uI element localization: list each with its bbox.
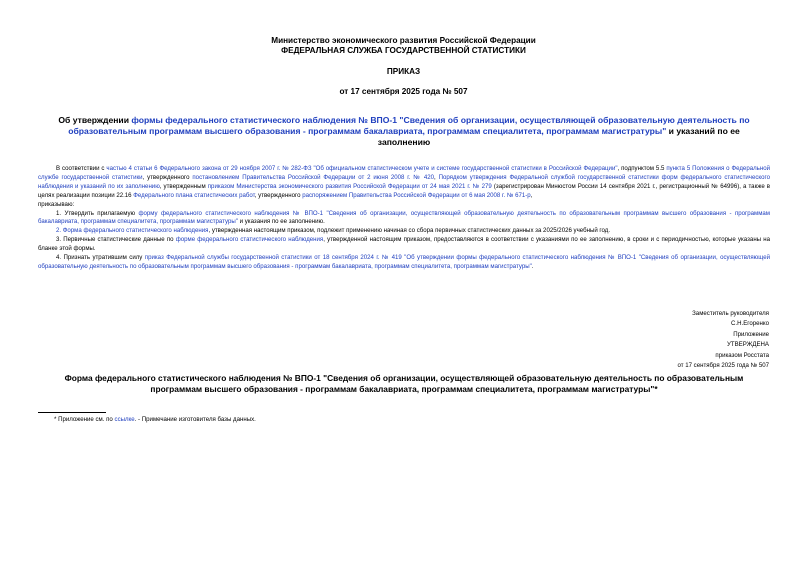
order-item-4 <box>38 254 770 272</box>
item-text: , утвержденной настоящим приказом, предоставляются в соответствии с указаниями по ее заполнению, в сроки и с периодичностью, которые указаны на бланке этой формы. <box>38 236 770 253</box>
preamble-text: В соответствии с <box>56 165 107 172</box>
preamble-text: , подпунктом 5.5 <box>617 165 667 172</box>
approval-procedure-link[interactable]: Порядком утверждения Федеральной службой государственной статистики форм федерального статистического наблюдения и указаний по их заполнению <box>38 173 771 190</box>
document-title <box>54 115 754 148</box>
signatory-name: С.Н.Егоренко <box>731 320 769 328</box>
item-text: , утвержденная настоящим приказом, подлежит применению начиная со сбора первичных статистических данных за 2025/2026 учебный год. <box>208 227 611 235</box>
title-suffix: и указаний по ее заполнению <box>377 126 740 147</box>
ministry-order-link[interactable]: приказом Министерства экономического развития Российской Федерации от 24 мая 2021 г. № 279 <box>207 182 492 190</box>
title-form-link[interactable]: формы федерального статистического наблюдения № ВПО-1 "Сведения об организации, осуществляющей образовательную деятельность по образовательным программам высшего образования - программам бакалавриата, программам специалитета, программам магистратуры" <box>68 115 750 136</box>
item-text: 1. Утвердить прилагаемую <box>56 209 139 217</box>
ministry-name: Министерство экономического развития Российской Федерации <box>271 36 536 45</box>
form-link[interactable]: форму федерального статистического наблюдения № ВПО-1 "Сведения об организации, осуществляющей образовательную деятельность по образовательным программам высшего образования - программам бакалавриата, программам специалитета, программам магистратуры" <box>38 209 770 226</box>
form-link[interactable]: форме федерального статистического наблюдения <box>175 236 324 244</box>
form-link[interactable]: 2. Форма федерального статистического наблюдения <box>56 227 209 235</box>
item-text: 3. Первичные статистические данные по <box>56 236 176 244</box>
footnote-text: * Приложение см. по <box>54 416 115 423</box>
title-prefix: Об утверждении <box>58 115 132 125</box>
footnote-divider <box>38 412 106 413</box>
signature-block <box>469 309 769 371</box>
repealed-order-link[interactable]: приказ Федеральной службы государственной статистики от 18 сентября 2024 г. № 419 "Об утверждении формы федерального статистического наблюдения № ВПО-1 "Сведения об организации, осуществляющей образовательную деятельность по образовательным программам высшего образования - программам бакалавриата, программам специалитета, программам магистратуры" <box>38 254 770 270</box>
footnote-link[interactable]: ссылке <box>114 416 135 423</box>
order-item-2 <box>38 227 770 236</box>
item-text: 4. Признать утратившим силу <box>56 254 145 262</box>
footnote-text: . - Примечание изготовителя базы данных. <box>134 416 256 423</box>
document-type: ПРИКАЗ <box>386 67 421 76</box>
form-title: Форма федерального статистического наблюдения № ВПО-1 "Сведения об организации, осуществляющей образовательную деятельность по образовательным программам высшего образования - программам бакалавриата, программам специалитета, программам магистратуры"* <box>64 373 744 394</box>
document-body <box>38 165 770 272</box>
preamble-text: , утвержденным <box>159 182 208 190</box>
appendix-label: Приложение <box>733 330 769 338</box>
preamble-text: , <box>530 191 533 199</box>
order-item-3 <box>38 236 770 254</box>
preamble-paragraph <box>38 165 770 201</box>
document-date: от 17 сентября 2025 года № 507 <box>339 87 468 96</box>
footnote <box>54 415 256 424</box>
approved-date: от 17 сентября 2025 года № 507 <box>677 362 769 370</box>
order-item-1 <box>38 210 770 228</box>
item-text: и указания по ее заполнению. <box>237 218 325 226</box>
statistical-plan-link[interactable]: Федерального плана статистических работ <box>133 191 255 199</box>
government-decree-link[interactable]: постановлением Правительства Российской Федерации от 2 июня 2008 г. № 420 <box>192 173 435 181</box>
preamble-text: , утвержденного <box>254 191 303 199</box>
regulation-link[interactable]: пункта 5 Положения о Федеральной службе государственной статистики <box>38 165 770 181</box>
service-name: ФЕДЕРАЛЬНАЯ СЛУЖБА ГОСУДАРСТВЕННОЙ СТАТИСТИКИ <box>281 46 526 55</box>
approved-label: УТВЕРЖДЕНА <box>726 341 769 349</box>
orders-label: приказываю: <box>38 200 75 208</box>
preamble-text: (зарегистрирован Минюстом России 14 сентября 2021 г., регистрационный № 64996), а также в целях реализации позиции 22.16 <box>38 182 771 199</box>
signatory-position: Заместитель руководителя <box>692 310 769 317</box>
approved-by-order: приказом Росстата <box>715 351 769 359</box>
item-text: . <box>531 262 534 270</box>
federal-law-link[interactable]: частью 4 статьи 6 Федерального закона от 29 ноября 2007 г. № 282-ФЗ "Об официальном статистическом учете и системе государственной статистики в Российской Федерации" <box>106 165 618 172</box>
government-order-link[interactable]: распоряжением Правительства Российской Федерации от 6 мая 2008 г. № 671-р <box>302 191 531 199</box>
preamble-text: , <box>434 173 439 181</box>
preamble-text: , утвержденного <box>142 173 193 181</box>
